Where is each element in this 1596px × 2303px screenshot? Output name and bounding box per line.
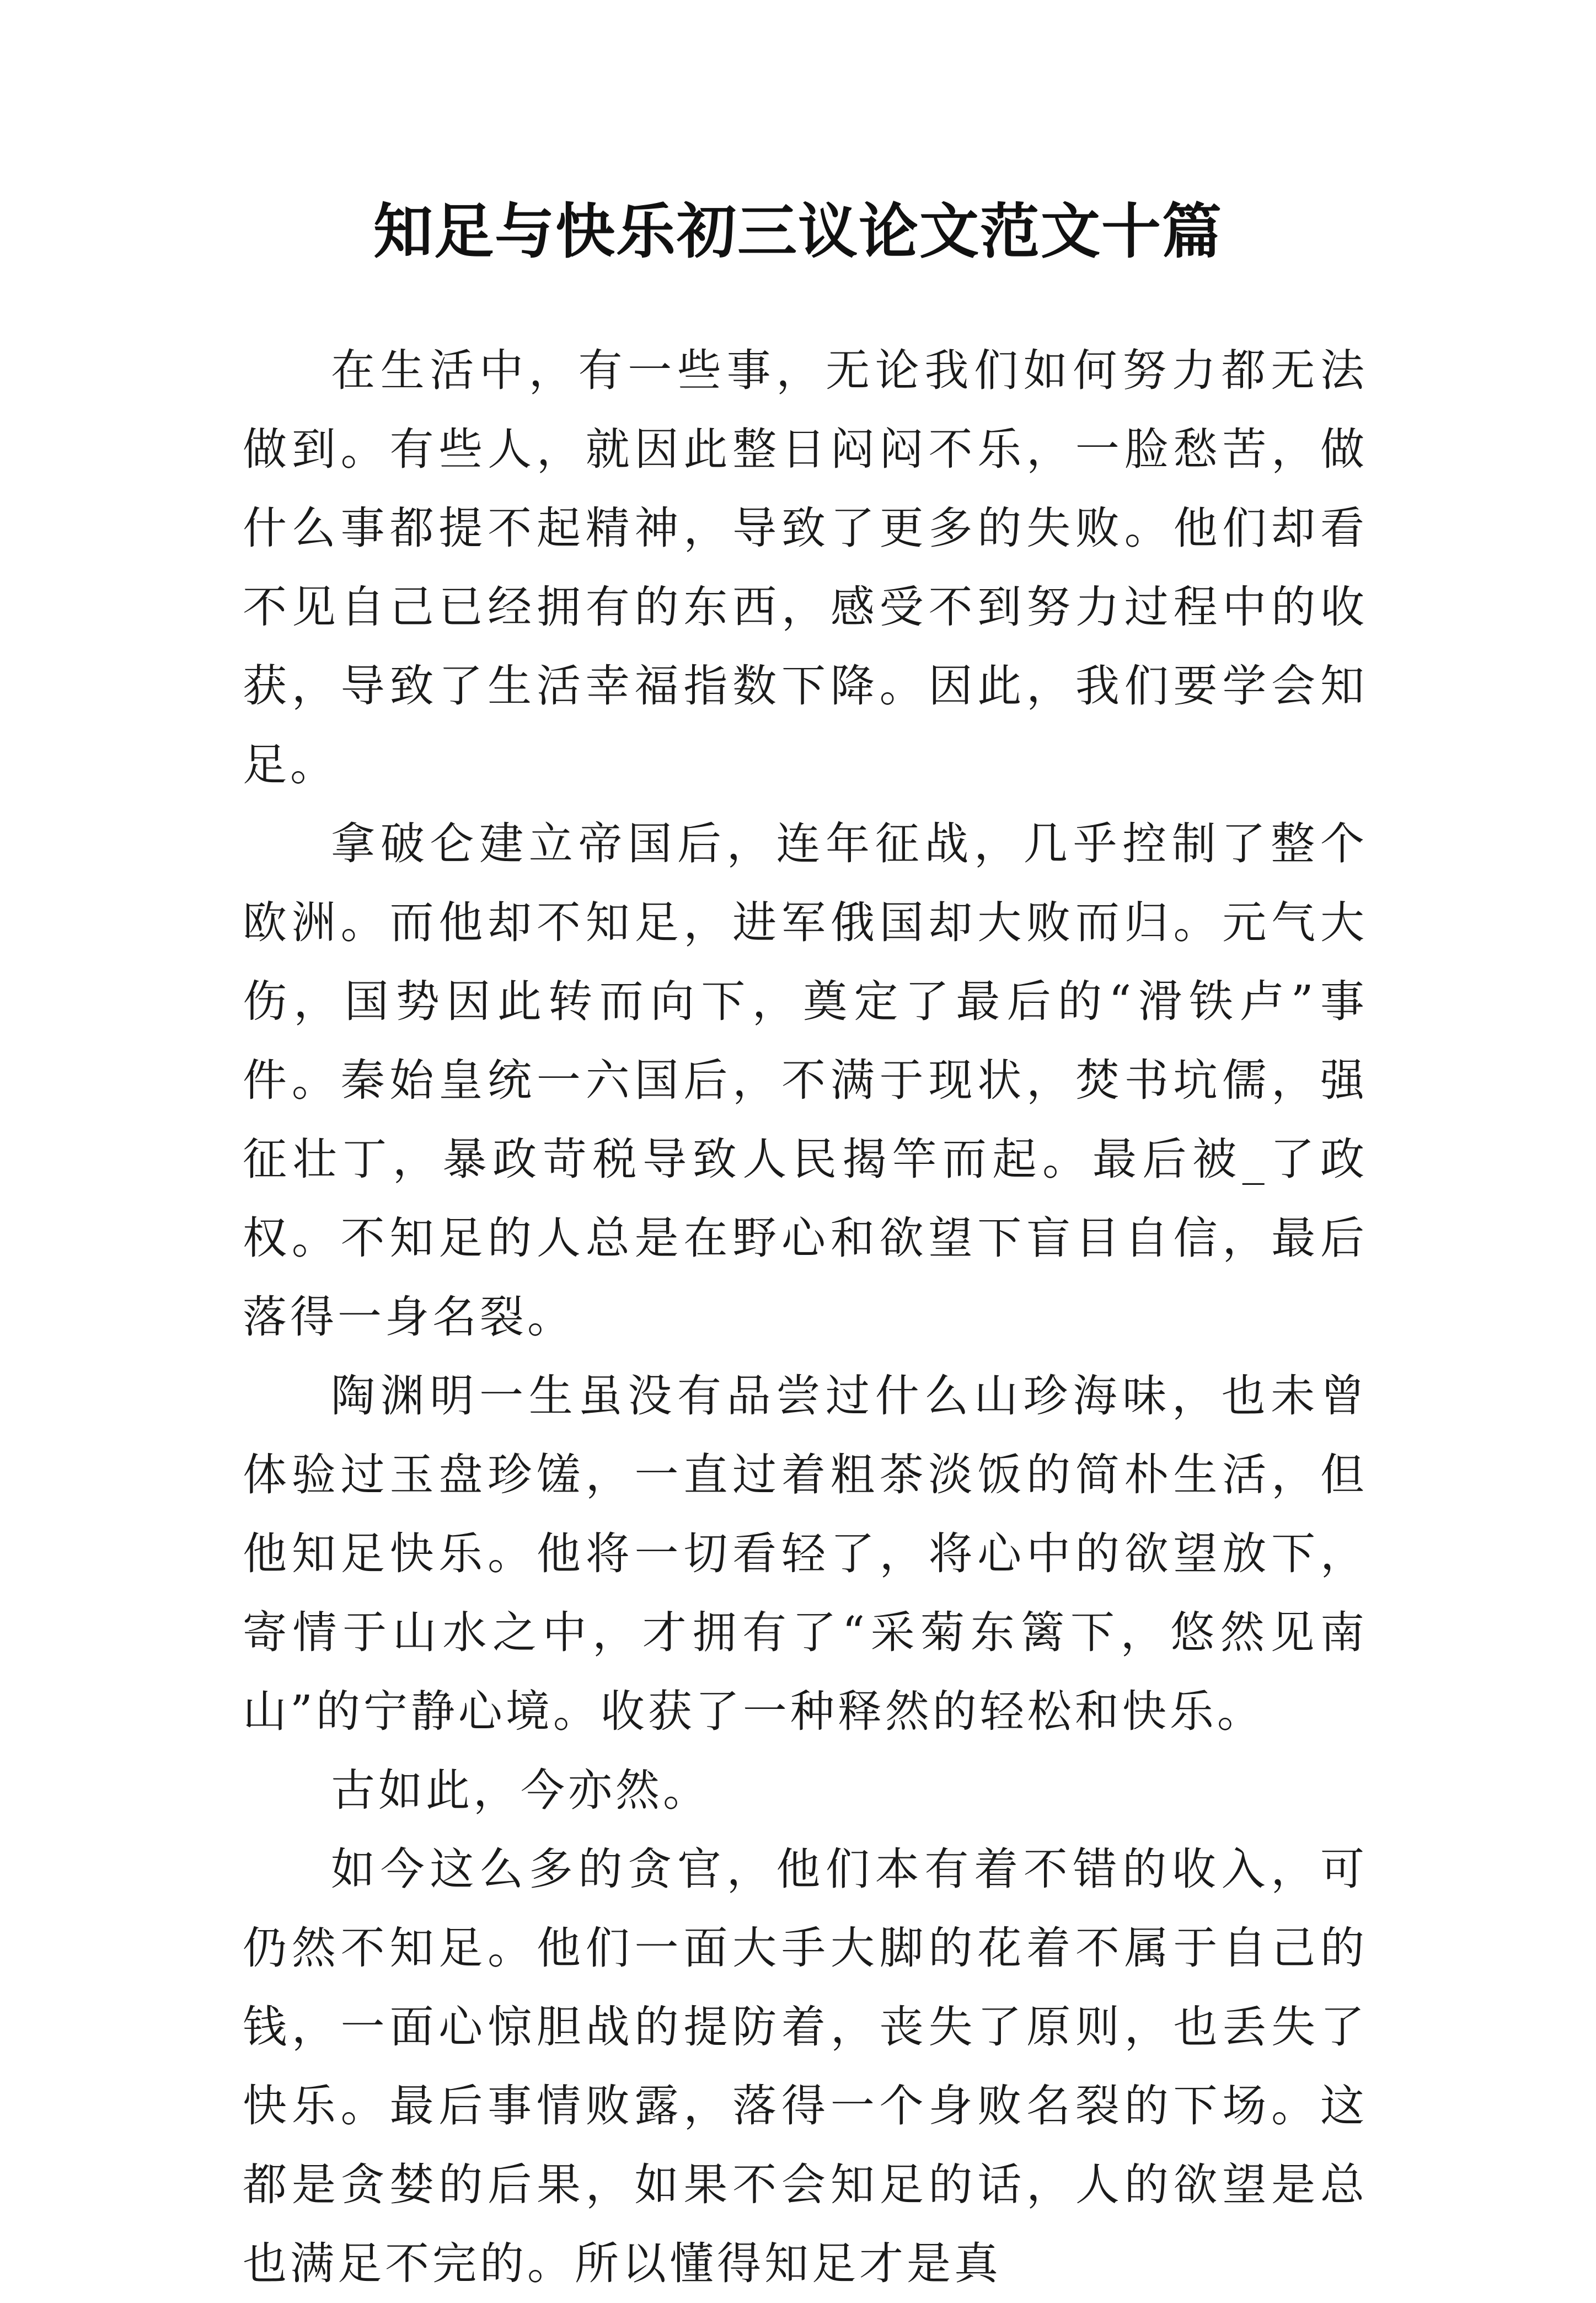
paragraph-5: 如今这么多的贪官，他们本有着不错的收入，可仍然不知足。他们一面大手大脚的花着不属于自己的钱，一面心惊胆战的提防着，丧失了原则，也丢失了快乐。最后事情败露，落得一个身败名裂的下场。这都是贪婪的后果，如果不会知足的话，人的欲望是总也满足不完的。所以懂得知足才是真 [243,1844,1368,2289]
document-title: 知足与快乐初三议论文范文十篇 [373,197,1223,266]
paragraph-1: 在生活中，有一些事，无论我们如何努力都无法做到。有些人，就因此整日闷闷不乐，一脸愁苦，做什么事都提不起精神，导致了更多的失败。他们却看不见自己已经拥有的东西，感受不到努力过程中的收获，导致了生活幸福指数下降。因此，我们要学会知足。 [243,345,1368,790]
paragraph-2: 拿破仑建立帝国后，连年征战，几乎控制了整个欧洲。而他却不知足，进军俄国却大败而归。元气大伤，国势因此转而向下，奠定了最后的“滑铁卢”事件。秦始皇统一六国后，不满于现状，焚书坑儒，强征壮丁，暴政苛税导致人民揭竿而起。最后被_了政权。不知足的人总是在野心和欲望下盲目自信，最后落得一身名裂。 [243,818,1368,1343]
document-body [243,331,1368,2303]
paragraph-4: 古如此，今亦然。 [331,1765,710,1816]
paragraph-3: 陶渊明一生虽没有品尝过什么山珍海味，也未曾体验过玉盘珍馐，一直过着粗茶淡饭的简朴生活，但他知足快乐。他将一切看轻了，将心中的欲望放下，寄情于山水之中，才拥有了“采菊东篱下，悠然见南山”的宁静心境。收获了一种释然的轻松和快乐。 [243,1370,1368,1737]
